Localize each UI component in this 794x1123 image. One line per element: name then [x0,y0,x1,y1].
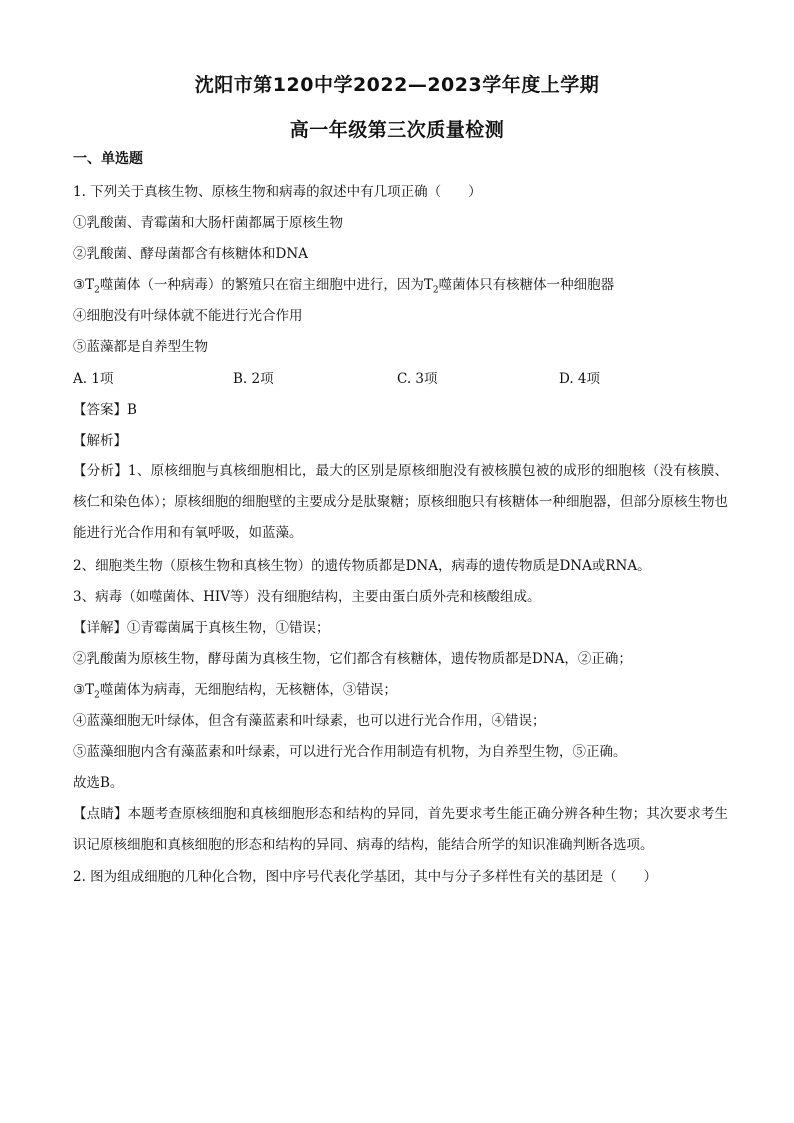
analysis-point-2: 2、细胞类生物（原核生物和真核生物）的遗传物质都是DNA，病毒的遗传物质是DNA或RNA。 [73,558,651,574]
detail-1: 【详解】①青霉菌属于真核生物，①错误； [73,620,330,636]
statement-1: ①乳酸菌、青霉菌和大肠杆菌都属于原核生物 [73,215,343,231]
statement-3: $③T_2$噬菌体（一种病毒）的繁殖只在宿主细胞中进行，因为$T_2$噬菌体只有核糖体一种细胞器 [73,277,615,296]
detail-2: ②乳酸菌为原核生物，酵母菌为真核生物，它们都含有核糖体，遗传物质都是DNA，②正确； [73,651,632,667]
question-2-stem: 2. 图为组成细胞的几种化合物，图中序号代表化学基团，其中与分子多样性有关的基团是（ ） [73,869,658,885]
conclusion: 故选B。 [73,775,124,791]
analysis-point-3: 3、病毒（如噬菌体、HIV等）没有细胞结构，主要由蛋白质外壳和核酸组成。 [73,589,541,605]
section-heading: 一、单选题 [73,151,143,167]
exam-subtitle: 高一年级第三次质量检测 [289,119,505,141]
analysis-label: 【解析】 [73,433,127,449]
option-c: C. 3项 [397,371,438,387]
analysis-paragraph: 【分析】1、原核细胞与真核细胞相比，最大的区别是原核细胞没有被核膜包被的成形的细胞核（没有核膜、核仁和染色体）；原核细胞的细胞壁的主要成分是肽聚糖；原核细胞只有核糖体一种细胞器，但部分原核生物也能进行光合作用和有氧呼吸，如蓝藻。 [73,463,728,541]
option-b: B. 2项 [233,371,274,387]
option-a: A. 1项 [73,371,114,387]
detail-5: ⑤蓝藻细胞内含有藻蓝素和叶绿素，可以进行光合作用制造有机物，为自养型生物，⑤正确。 [73,744,627,760]
exam-title: 沈阳市第120中学2022—2023学年度上学期 [194,74,600,96]
statement-2: ②乳酸菌、酵母菌都含有核糖体和DNA [73,246,308,262]
detail-3: $③T_2$噬菌体为病毒，无细胞结构，无核糖体，③错误； [73,682,397,701]
answer-line: 【答案】B [73,402,137,418]
option-d: D. 4项 [559,371,601,387]
detail-4: ④蓝藻细胞无叶绿体，但含有藻蓝素和叶绿素，也可以进行光合作用，④错误； [73,713,546,729]
comment-paragraph: 【点睛】本题考查原核细胞和真核细胞形态和结构的异同，首先要求考生能正确分辨各种生物；其次要求考生识记原核细胞和真核细胞的形态和结构的异同、病毒的结构，能结合所学的知识准确判断各选项。 [73,806,728,853]
question-1-stem: 1. 下列关于真核生物、原核生物和病毒的叙述中有几项正确（ ） [73,184,482,200]
statement-5: ⑤蓝藻都是自养型生物 [73,339,208,355]
statement-4: ④细胞没有叶绿体就不能进行光合作用 [73,308,303,324]
